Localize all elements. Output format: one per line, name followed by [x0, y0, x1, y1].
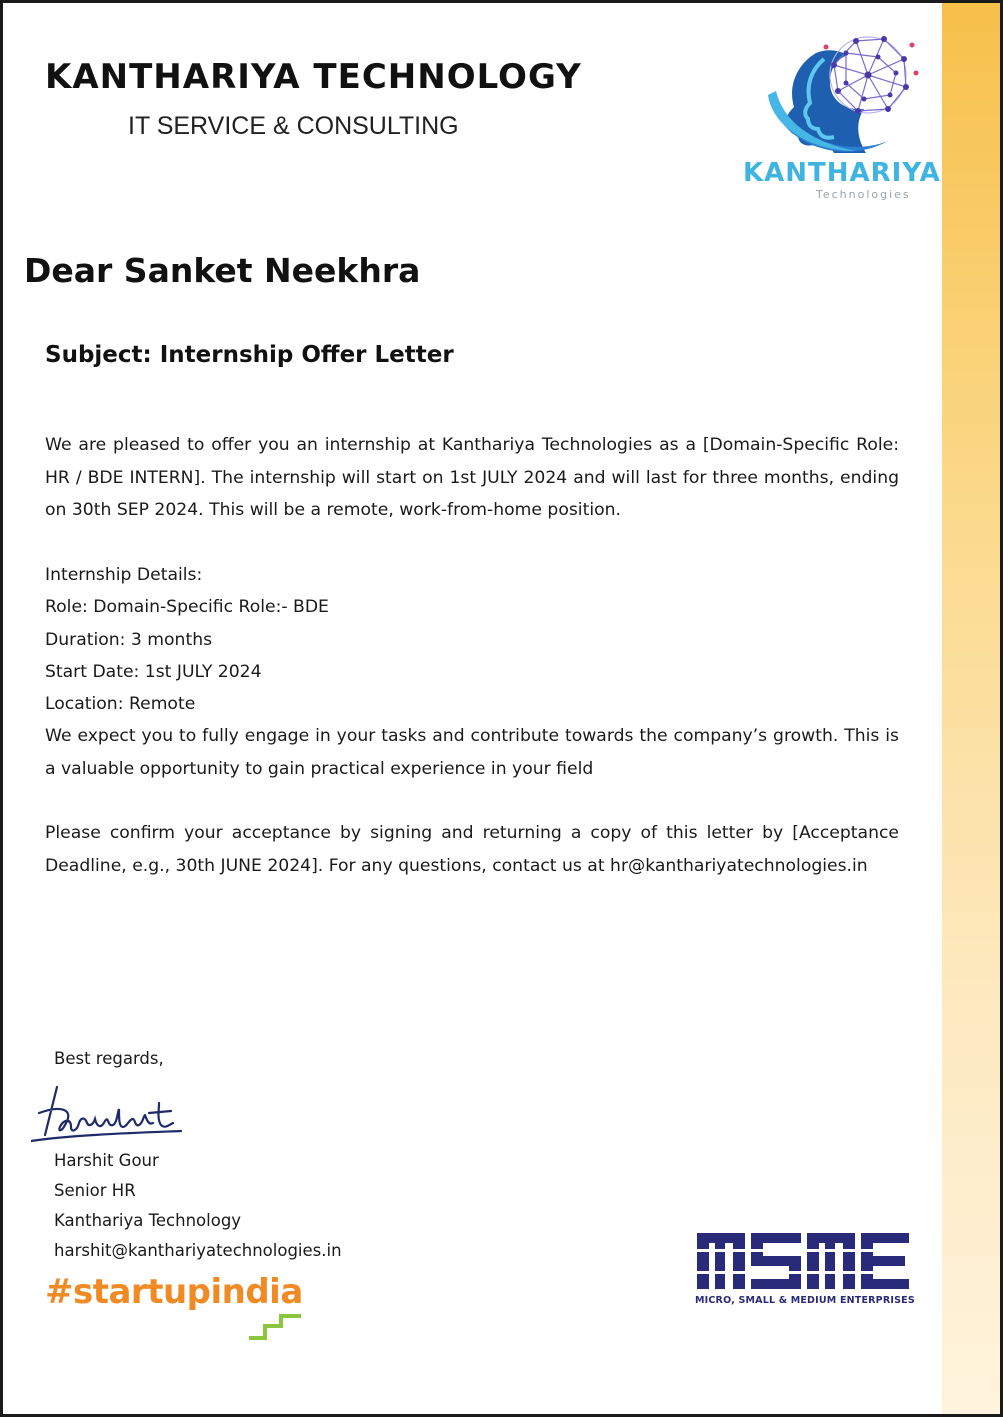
handwritten-signature [31, 1075, 191, 1145]
details-start-date: Start Date: 1st JULY 2024 [45, 661, 262, 682]
expectation-paragraph: We expect you to fully engage in your tasks and contribute towards the company’s growth. This is a valuable opportunity to gain practical experience in your field [45, 726, 899, 779]
details-role: Role: Domain-Specific Role:- BDE [45, 597, 329, 618]
company-tagline: IT SERVICE & CONSULTING [128, 112, 459, 140]
msme-caption: MICRO, SMALL & MEDIUM ENTERPRISES [695, 1295, 915, 1306]
signatory-details [54, 1146, 342, 1266]
logo-subtitle: Technologies [816, 188, 911, 201]
startupindia-logo [45, 1272, 335, 1344]
details-location: Location: Remote [45, 694, 196, 715]
signatory-company: Kanthariya Technology [54, 1211, 242, 1230]
company-name: KANTHARIYA TECHNOLOGY [45, 57, 582, 97]
closing-regards: Best regards, [54, 1049, 164, 1068]
startupindia-step-icon [245, 1312, 305, 1342]
logo-wordmark: KANTHARIYA [743, 158, 941, 188]
startupindia-text: #startupindia [45, 1272, 303, 1312]
acceptance-paragraph: Please confirm your acceptance by signing and returning a copy of this letter by [Acceptance Deadline, e.g., 30th JUNE 2024]. For any questions, contact us at hr@kanthariyatechnologies.in [45, 823, 899, 876]
decorative-side-strip [942, 3, 1000, 1414]
brain-head-logo-icon [738, 25, 943, 160]
signatory-email: harshit@kanthariyatechnologies.in [54, 1241, 342, 1260]
msme-wordmark-icon [695, 1229, 915, 1293]
signatory-title: Senior HR [54, 1181, 136, 1200]
msme-logo [695, 1229, 915, 1311]
greeting: Dear Sanket Neekhra [24, 251, 421, 290]
subject-line: Subject: Internship Offer Letter [45, 342, 454, 368]
offer-paragraph: We are pleased to offer you an internship at Kanthariya Technologies as a [Domain-Specific Role: HR / BDE INTERN]. The internship will start on 1st JULY 2024 and will last for three months, ending on 30th SEP 2024. This will be a remote, work-from-home position. [45, 435, 899, 520]
details-heading: Internship Details: [45, 565, 203, 585]
internship-details [45, 559, 899, 785]
details-duration: Duration: 3 months [45, 629, 213, 650]
kanthariya-logo [738, 25, 943, 210]
signatory-name: Harshit Gour [54, 1151, 159, 1170]
